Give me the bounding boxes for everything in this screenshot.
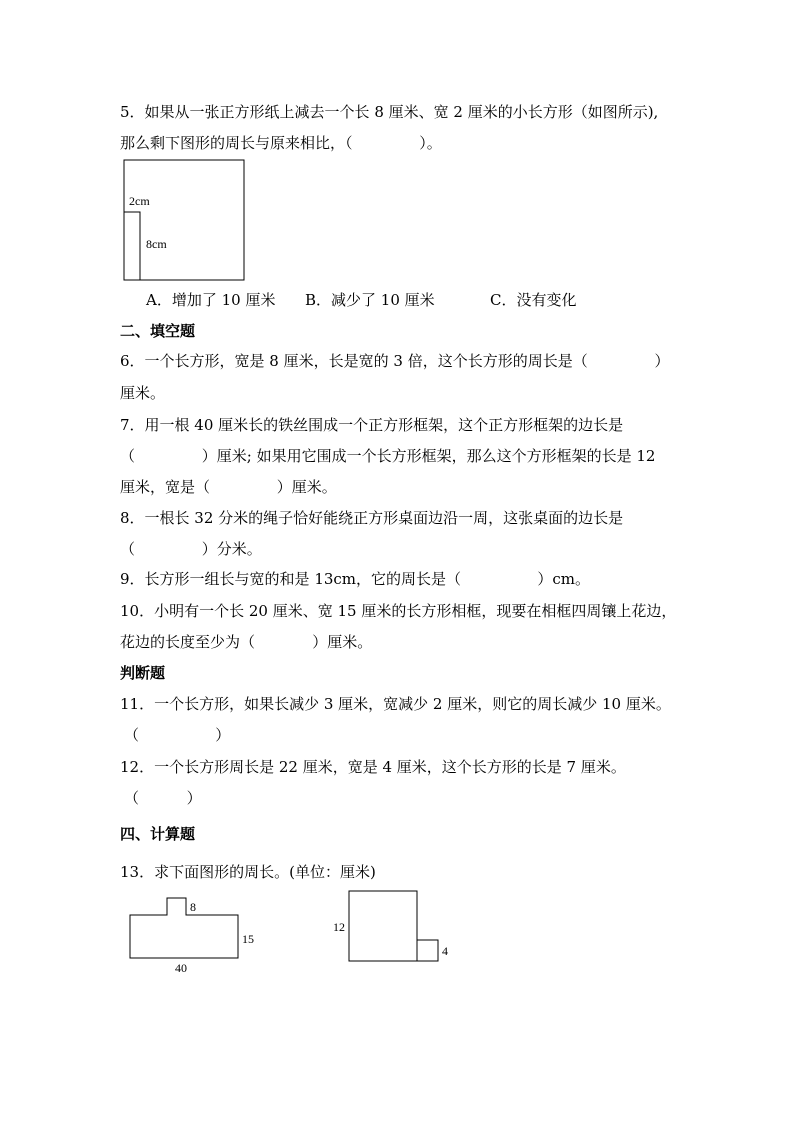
q5-option-b: B．减少了 10 厘米 — [305, 291, 435, 309]
q13-fig2-big-square — [349, 891, 417, 961]
q13-fig2-label-left: 12 — [333, 920, 345, 934]
q8-line2: （ ）分米。 — [120, 540, 262, 558]
q13-fig2-label-right: 4 — [442, 944, 448, 958]
q7-line1: 7．用一根 40 厘米长的铁丝围成一个正方形框架，这个正方形框架的边长是 — [120, 416, 624, 434]
q5-cut-rectangle — [124, 212, 140, 280]
q13-figure-1 — [130, 898, 254, 975]
q13-fig2-small-square — [417, 940, 438, 961]
q12-line1: 12．一个长方形周长是 22 厘米，宽是 4 厘米，这个长方形的长是 7 厘米。 — [120, 758, 626, 776]
q8-line1: 8．一根长 32 分米的绳子恰好能绕正方形桌面边沿一周，这张桌面的边长是 — [120, 509, 624, 527]
q11-line1: 11．一个长方形，如果长减少 3 厘米，宽减少 2 厘米，则它的周长减少 10 厘米。 — [120, 695, 671, 713]
q7-line2: （ ）厘米; 如果用它围成一个长方形框架，那么这个方形框架的长是 12 — [120, 447, 656, 465]
q5-option-c: C．没有变化 — [490, 291, 577, 309]
q13-figure-1-outline — [130, 898, 238, 958]
q5-figure — [124, 160, 244, 280]
q12-answer-paren: （ ） — [124, 789, 202, 807]
q13-figure-2 — [333, 891, 448, 961]
section-judgement-title: 判断题 — [120, 664, 166, 682]
q13-fig1-label-right: 15 — [242, 932, 254, 946]
section-calculation-title: 四、计算题 — [120, 825, 196, 843]
q5-square — [124, 160, 244, 280]
q6-line2: 厘米。 — [120, 384, 166, 402]
q5-option-a: A．增加了 10 厘米 — [146, 291, 276, 309]
q10-line1: 10．小明有一个长 20 厘米、宽 15 厘米的长方形相框，现要在相框四周镶上花边， — [120, 602, 677, 620]
q5-label-width: 2cm — [129, 194, 150, 208]
q11-answer-paren: （ ） — [124, 726, 231, 744]
q5-line2: 那么剩下图形的周长与原来相比，（ ）。 — [120, 134, 442, 152]
q6-line1: 6．一个长方形，宽是 8 厘米，长是宽的 3 倍，这个长方形的周长是（ ） — [120, 352, 670, 370]
q5-line1: 5．如果从一张正方形纸上减去一个长 8 厘米、宽 2 厘米的小长方形（如图所示), — [120, 103, 659, 121]
q13-fig1-label-bottom: 40 — [175, 961, 187, 975]
q13-line1: 13．求下面图形的周长。(单位：厘米) — [120, 863, 376, 881]
q7-line3: 厘米，宽是（ ）厘米。 — [120, 478, 337, 496]
q10-line2: 花边的长度至少为（ ）厘米。 — [120, 633, 373, 651]
section-fill-in-title: 二、填空题 — [120, 322, 196, 340]
q5-label-length: 8cm — [146, 237, 167, 251]
q13-fig1-label-top: 8 — [190, 900, 196, 914]
q9-line1: 9．长方形一组长与宽的和是 13cm，它的周长是（ ）cm。 — [120, 570, 590, 588]
